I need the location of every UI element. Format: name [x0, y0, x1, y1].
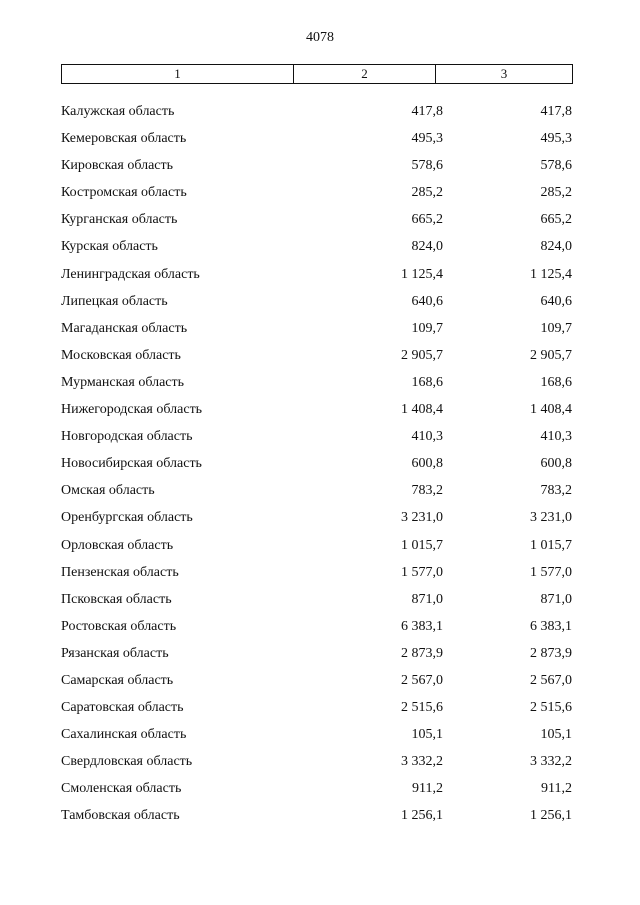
value-col-3: 824,0: [540, 239, 572, 255]
region-name: Псковская область: [61, 591, 172, 607]
value-col-3: 1 408,4: [530, 402, 572, 418]
table-row: [61, 644, 573, 671]
header-col-1: 1: [62, 65, 294, 83]
table-row: [61, 671, 573, 698]
header-col-3: 3: [500, 66, 508, 81]
value-col-3: 1 125,4: [530, 266, 572, 282]
header-col-2: 2: [294, 65, 436, 83]
table-header: [61, 64, 573, 84]
table-row: [61, 508, 573, 535]
value-col-2: 1 125,4: [401, 266, 443, 282]
region-name: Кировская область: [61, 158, 174, 174]
value-col-2: 6 383,1: [401, 618, 443, 634]
value-col-3: 3 231,0: [530, 510, 572, 526]
region-name: Кемеровская область: [61, 131, 187, 147]
value-col-3: 105,1: [540, 727, 572, 743]
value-col-2: 824,0: [411, 239, 443, 255]
value-col-3: 495,3: [540, 131, 572, 147]
value-col-2: 3 231,0: [401, 510, 443, 526]
value-col-2: 600,8: [411, 456, 443, 472]
value-col-2: 1 015,7: [401, 537, 443, 553]
value-col-2: 285,2: [411, 185, 443, 201]
table-row: [61, 183, 573, 210]
table-row: [61, 129, 573, 156]
value-col-2: 2 905,7: [401, 347, 443, 363]
value-col-2: 578,6: [411, 158, 443, 174]
value-col-2: 109,7: [411, 320, 443, 336]
region-name: Калужская область: [61, 104, 175, 119]
region-name: Ростовская область: [61, 618, 177, 634]
value-col-3: 2 905,7: [530, 347, 572, 363]
region-name: Орловская область: [61, 537, 174, 553]
table-row: [61, 590, 573, 617]
table-row: [61, 156, 573, 183]
table-row: [61, 536, 573, 563]
table-row: [61, 779, 573, 806]
value-col-2: 2 515,6: [401, 700, 443, 716]
table-body: [61, 102, 573, 834]
table-row: [61, 346, 573, 373]
value-col-2: 2 873,9: [401, 645, 443, 661]
value-col-3: 665,2: [540, 212, 572, 228]
table-row: [61, 454, 573, 481]
table-row: [61, 563, 573, 590]
region-name: Оренбургская область: [61, 510, 193, 526]
value-col-2: 665,2: [411, 212, 443, 228]
value-col-3: 3 332,2: [530, 754, 572, 770]
region-name: Новгородская область: [61, 429, 193, 445]
table-row: [61, 698, 573, 725]
region-name: Курская область: [61, 239, 158, 255]
table-row: [61, 752, 573, 779]
table-row: [61, 102, 573, 129]
table-row: [61, 427, 573, 454]
region-name: Магаданская область: [61, 320, 188, 336]
table-row: [61, 319, 573, 346]
region-name: Новосибирская область: [61, 456, 202, 472]
value-col-3: 168,6: [540, 374, 572, 390]
value-col-3: 417,8: [540, 104, 572, 119]
value-col-3: 2 515,6: [530, 700, 572, 716]
table-row: [61, 210, 573, 237]
table-row: [61, 806, 573, 833]
value-col-3: 285,2: [540, 185, 572, 201]
value-col-2: 911,2: [412, 781, 443, 797]
region-name: Свердловская область: [61, 754, 193, 770]
region-name: Мурманская область: [61, 374, 185, 390]
value-col-3: 783,2: [540, 483, 572, 499]
value-col-2: 410,3: [411, 429, 443, 445]
value-col-2: 495,3: [411, 131, 443, 147]
region-name: Костромская область: [61, 185, 187, 201]
value-col-3: 578,6: [540, 158, 572, 174]
region-name: Московская область: [61, 347, 181, 363]
region-name: Смоленская область: [61, 781, 182, 797]
region-name: Липецкая область: [61, 293, 168, 309]
table-row: [61, 400, 573, 427]
region-name: Нижегородская область: [61, 402, 203, 418]
region-name: Тамбовская область: [61, 808, 180, 824]
value-col-2: 168,6: [411, 374, 443, 390]
table-row: [61, 481, 573, 508]
value-col-3: 1 256,1: [530, 808, 572, 824]
value-col-3: 410,3: [540, 429, 572, 445]
value-col-3: 2 873,9: [530, 645, 572, 661]
region-name: Сахалинская область: [61, 727, 187, 743]
value-col-3: 640,6: [540, 293, 572, 309]
value-col-3: 2 567,0: [530, 672, 572, 688]
value-col-3: 109,7: [540, 320, 572, 336]
value-col-2: 1 577,0: [401, 564, 443, 580]
value-col-3: 600,8: [540, 456, 572, 472]
table-row: [61, 292, 573, 319]
value-col-2: 640,6: [411, 293, 443, 309]
table-row: [61, 265, 573, 292]
value-col-3: 6 383,1: [530, 618, 572, 634]
value-col-3: 1 577,0: [530, 564, 572, 580]
table-row: [61, 725, 573, 752]
table-row: [61, 373, 573, 400]
value-col-3: 911,2: [541, 781, 572, 797]
value-col-2: 2 567,0: [401, 672, 443, 688]
value-col-3: 1 015,7: [530, 537, 572, 553]
region-name: Саратовская область: [61, 700, 184, 716]
value-col-2: 871,0: [411, 591, 443, 607]
region-name: Рязанская область: [61, 645, 169, 661]
value-col-2: 1 256,1: [401, 808, 443, 824]
region-name: Самарская область: [61, 672, 174, 688]
value-col-2: 417,8: [411, 104, 443, 119]
value-col-2: 783,2: [411, 483, 443, 499]
value-col-2: 105,1: [411, 727, 443, 743]
value-col-3: 871,0: [540, 591, 572, 607]
page-number: 4078: [306, 30, 334, 45]
value-col-2: 1 408,4: [401, 402, 443, 418]
region-name: Омская область: [61, 483, 155, 499]
region-name: Пензенская область: [61, 564, 179, 580]
region-name: Ленинградская область: [61, 266, 200, 282]
region-name: Курганская область: [61, 212, 178, 228]
value-col-2: 3 332,2: [401, 754, 443, 770]
table-row: [61, 617, 573, 644]
table-row: [61, 237, 573, 264]
